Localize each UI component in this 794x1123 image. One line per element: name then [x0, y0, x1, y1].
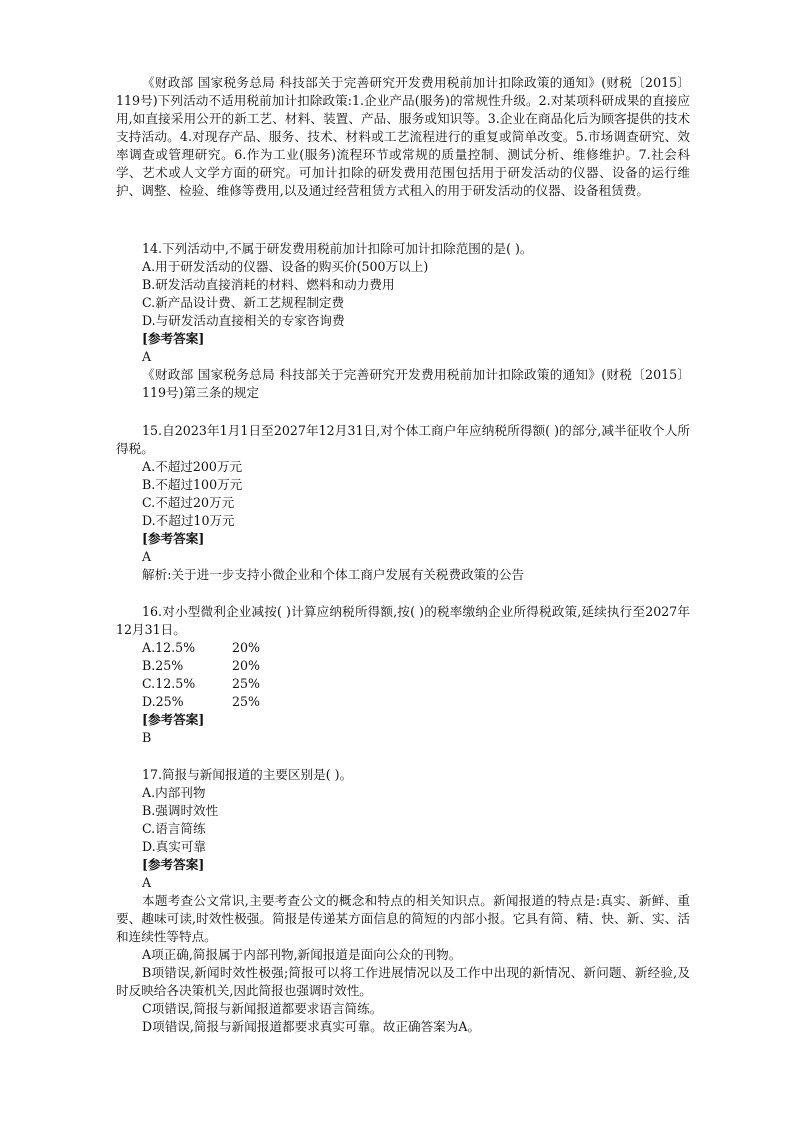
question-text: 17.简报与新闻报道的主要区别是( )。 — [142, 767, 353, 782]
answer-label: [参考答案] — [142, 712, 205, 727]
option-c-first: C.12.5% — [142, 676, 196, 691]
option-d-first: D.25% — [142, 694, 184, 709]
option-a — [116, 639, 690, 657]
answer-explanation: 《财政部 国家税务总局 科技部关于完善研究开发费用税前加计扣除政策的通知》(财税〔2015〕119号)第三条的规定 — [142, 367, 690, 400]
answer-label: [参考答案] — [142, 531, 205, 546]
option-b: B.强调时效性 — [142, 803, 219, 818]
option-c: C.不超过20万元 — [142, 495, 235, 510]
question-text: 15.自2023年1月1日至2027年12月31日,对个体工商户年应纳税所得额( )的部分,减半征收个人所得税。 — [116, 423, 690, 456]
answer-value: B — [142, 730, 152, 745]
option-d: D.真实可靠 — [142, 839, 207, 854]
answer-value: A — [142, 549, 152, 564]
explanation-summary: 本题考查公文常识,主要考查公文的概念和特点的相关知识点。新闻报道的特点是:真实、新鲜、重要、趣味可读,时效性极强。简报是传递某方面信息的简短的内部小报。它具有简、精、快、新、实、活和连续性等特点。 — [116, 893, 690, 944]
option-d: D.不超过10万元 — [142, 513, 235, 528]
question-16 — [116, 603, 690, 747]
option-b — [116, 657, 690, 675]
option-c: C.语言简练 — [142, 821, 206, 836]
explanation-option-c: C项错误,简报与新闻报道都要求语言简练。 — [142, 1001, 383, 1016]
option-b-second: 20% — [232, 658, 260, 673]
option-d: D.与研发活动直接相关的专家咨询费 — [142, 313, 345, 328]
answer-label: [参考答案] — [142, 857, 205, 872]
explanation-option-b: B项错误,新闻时效性极强;简报可以将工作进展情况以及工作中出现的新情况、新问题、新经验,及时反映给各决策机关,因此简报也强调时效性。 — [116, 965, 690, 998]
option-a: A.内部刊物 — [142, 785, 206, 800]
question-15 — [116, 422, 690, 584]
answer-value: A — [142, 875, 152, 890]
option-c-second: 25% — [232, 676, 260, 691]
explanation-option-d: D项错误,简报与新闻报道都要求真实可靠。故正确答案为A。 — [142, 1019, 481, 1034]
option-a-second: 20% — [232, 640, 260, 655]
explanation-option-a: A项正确,简报属于内部刊物,新闻报道是面向公众的刊物。 — [142, 947, 462, 962]
option-b-first: B.25% — [142, 658, 184, 673]
option-d — [116, 693, 690, 711]
question-text: 14.下列活动中,不属于研发费用税前加计扣除可加计扣除范围的是( )。 — [142, 241, 533, 256]
option-a: A.不超过200万元 — [142, 459, 243, 474]
intro-paragraph: 《财政部 国家税务总局 科技部关于完善研究开发费用税前加计扣除政策的通知》(财税〔2015〕119号)下列活动不适用税前加计扣除政策:1.企业产品(服务)的常规性升级。2.对某项科研成果的直接应用,如直接采用公开的新工艺、材料、装置、产品、服务或知识等。3.企业在商品化后为顾客提供的技术支持活动。4.对现存产品、服务、技术、材料或工艺流程进行的重复或简单改变。5.市场调查研究、效率调查或管理研究。6.作为工业(服务)流程环节或常规的质量控制、测试分析、维修维护。7.社会科学、艺术或人文学方面的研究。可加计扣除的研发费用范围包括用于研发活动的仪器、设备的运行维护、调整、检验、维修等费用,以及通过经营租赁方式租入的用于研发活动的仪器、设备租赁费。 — [116, 75, 690, 198]
question-14 — [116, 240, 690, 402]
option-c — [116, 675, 690, 693]
option-c: C.新产品设计费、新工艺规程制定费 — [142, 295, 345, 310]
option-a: A.用于研发活动的仪器、设备的购买价(500万以上) — [142, 259, 429, 274]
answer-label: [参考答案] — [142, 331, 205, 346]
option-d-second: 25% — [232, 694, 260, 709]
answer-explanation: 解析:关于进一步支持小微企业和个体工商户发展有关税费政策的公告 — [142, 567, 525, 582]
intro-section — [116, 74, 690, 200]
option-b: B.不超过100万元 — [142, 477, 243, 492]
question-17 — [116, 766, 690, 1036]
option-b: B.研发活动直接消耗的材料、燃料和动力费用 — [142, 277, 395, 292]
question-text: 16.对小型微利企业减按( )计算应纳税所得额,按( )的税率缴纳企业所得税政策,延续执行至2027年12月31日。 — [116, 604, 690, 637]
option-a-first: A.12.5% — [142, 640, 196, 655]
answer-value: A — [142, 349, 152, 364]
